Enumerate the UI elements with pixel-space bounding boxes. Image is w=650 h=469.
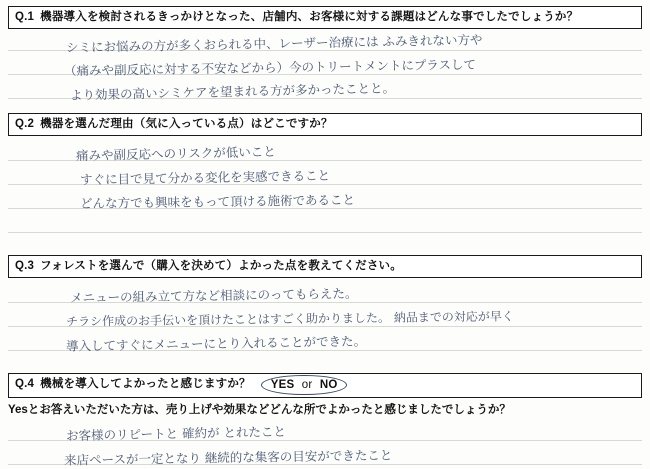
question-4-answer [8,420,642,468]
question-1-answer [8,32,642,110]
question-block-4 [8,373,642,398]
answer-line: 導入してすぐにメニューにとり入れることができた。 [65,333,367,354]
question-1-label: Q.1 [15,11,35,23]
answer-line: チラシ作成のお手伝いを頂けたことはすごく助かりました。 納品までの対応が早く [65,309,514,329]
answer-line: どんな方でも興味をもって頂ける施術であること [79,192,356,211]
answer-line: すぐに目で見て分かる変化を実感できること [79,167,331,188]
question-1-text: 機器導入を検討されるきっかけとなった、店舗内、お客様に対する課題はどんな事でしたでしょうか？ [40,11,579,23]
answer-line: シミにお悩みの方が多くおられる中、レーザー治療には ふみきれない方や [65,32,483,55]
answer-line: 痛みや副反応へのリスクが低いこと [75,143,276,164]
question-3-text: フォレストを選んで（購入を決めて）よかった点を教えてください。 [40,260,402,272]
question-2-header [8,113,642,136]
question-block-3 [8,255,642,278]
question-4-subtext: Yesとお答えいただいた方は、売り上げや効果などどんな所でよかったと感じましたでしょうか？ [8,404,511,416]
choice-no[interactable]: NO [319,379,338,391]
question-1-header [8,6,642,29]
question-3-answer [8,282,642,364]
question-block-2 [8,113,642,136]
question-2-label: Q.2 [15,118,35,130]
answer-line: 来店ペースが一定となり 継続的な集客の目安ができたこと [63,447,393,468]
answer-line: お客様のリピートと 確約が とれたこと [65,423,287,444]
question-3-label: Q.3 [15,260,35,272]
answer-line: より効果の高いシミケアを望まれる方が多かったことと。 [69,80,396,103]
answer-line: メニューの組み立て方など相談にのってもらえた。 [69,285,358,306]
answer-line: （痛みや副反応に対する不安などから）今のトリートメントにプラスして [63,56,477,79]
question-3-header [8,255,642,278]
question-2-text: 機器を選んだ理由（気に入っている点）はどこですか？ [40,118,333,130]
question-4-header [8,373,642,398]
yes-no-choice[interactable] [261,377,348,393]
question-4-label: Q.4 [15,378,35,390]
choice-or: or [301,379,313,391]
question-2-answer [8,140,642,250]
question-block-1 [8,6,642,29]
question-4-text: 機械を導入してよかったと感じますか？ [40,378,251,390]
choice-yes[interactable]: YES [270,379,295,391]
